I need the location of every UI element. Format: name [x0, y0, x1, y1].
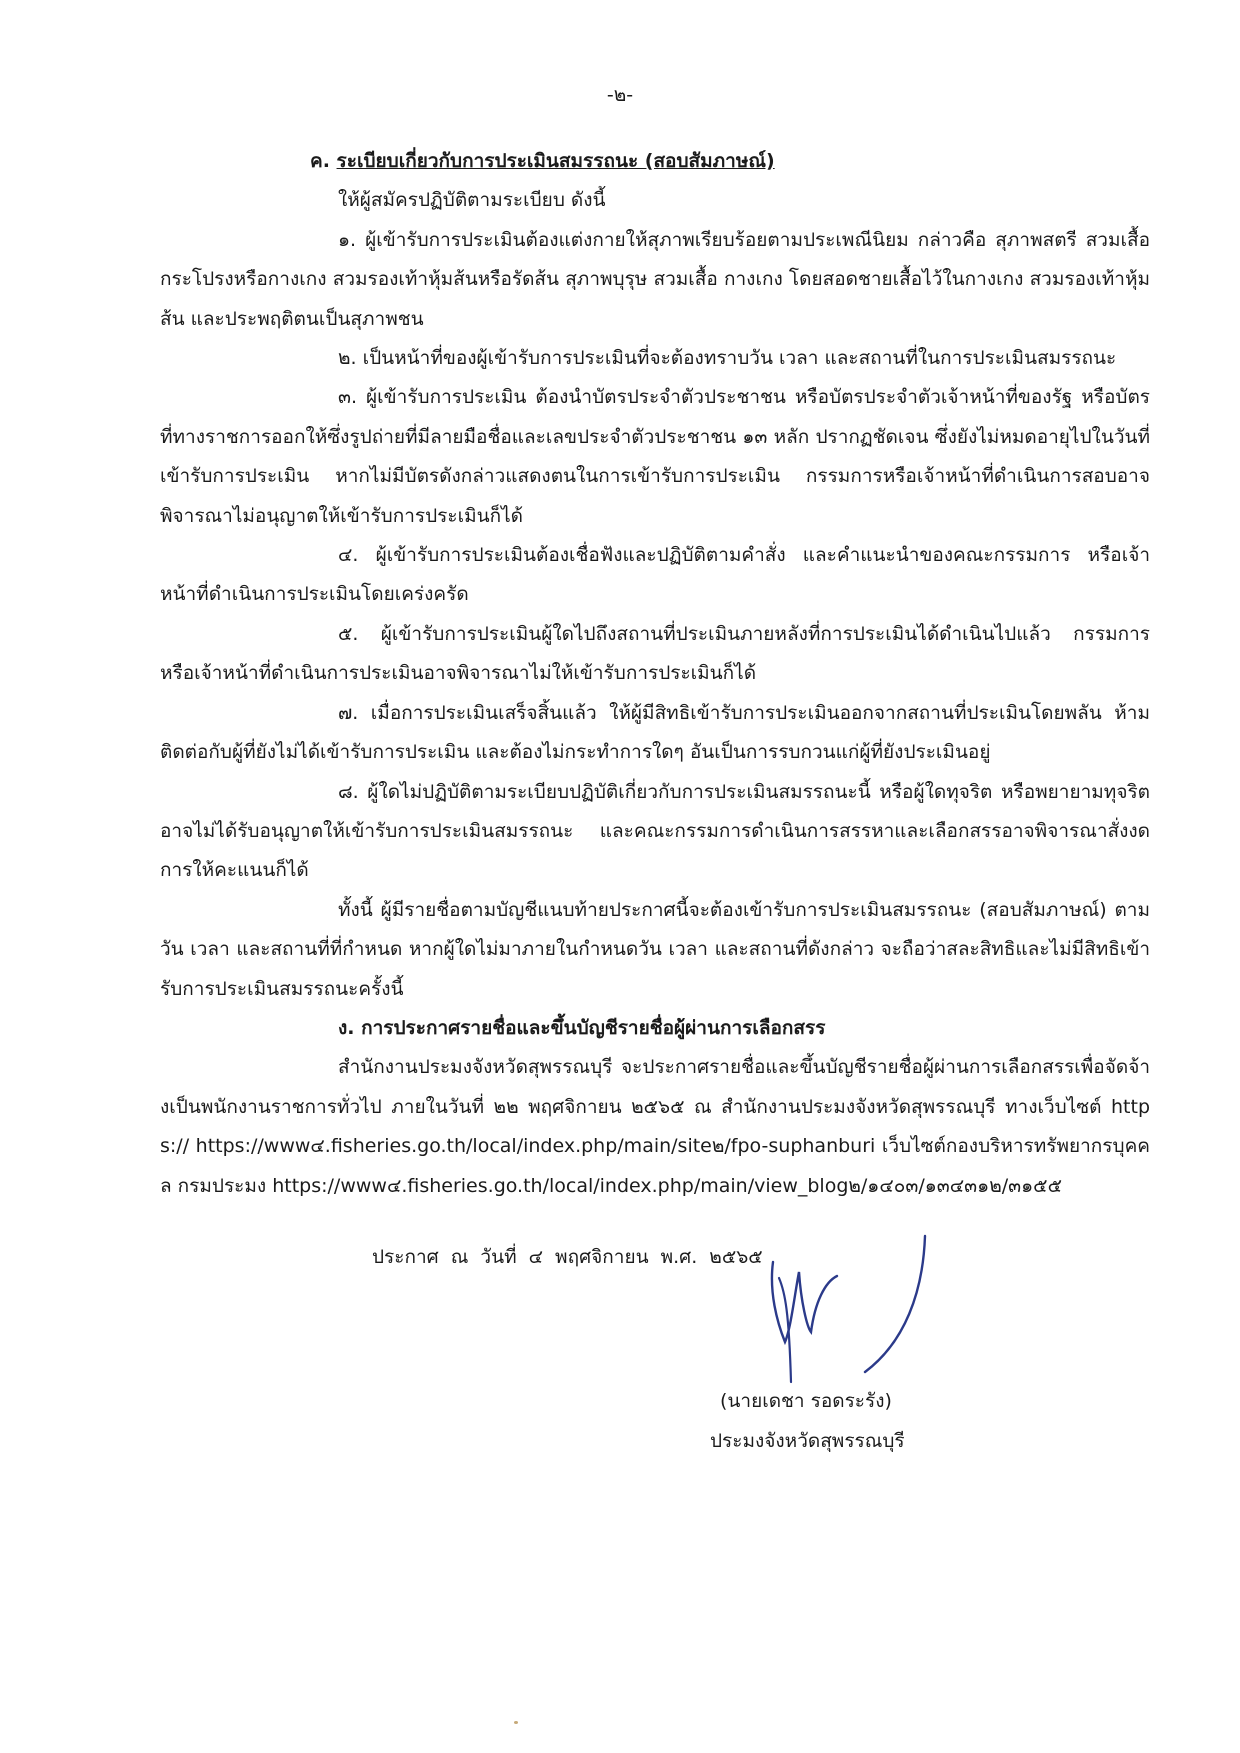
section-c-heading	[160, 142, 1150, 181]
signature-mark	[755, 1232, 935, 1392]
paper-speck	[514, 1721, 518, 1724]
rule-item-7: ๗. เมื่อการประเมินเสร็จสิ้นแล้ว ให้ผู้มีสิทธิเข้ารับการประเมินออกจากสถานที่ประเมินโดยพลัน ห้ามติดต่อกับผู้ที่ยังไม่ได้เข้ารับการประเมิน และต้องไม่กระทำการใดๆ อันเป็นการรบกวนแก่ผู้ที่ยังประเมินอยู่	[160, 701, 1150, 764]
rule-item-1: ๑. ผู้เข้ารับการประเมินต้องแต่งกายให้สุภาพเรียบร้อยตามประเพณีนิยม กล่าวคือ สุภาพสตรี สวมเสื้อ กระโปรงหรือกางเกง สวมรองเท้าหุ้มส้นหรือรัดส้น สุภาพบุรุษ สวมเสื้อ กางเกง โดยสอดชายเสื้อไว้ในกางเกง สวมรองเท้าหุ้มส้น และประพฤติตนเป็นสุภาพชน	[160, 228, 1150, 330]
rule-item-8: ๘. ผู้ใดไม่ปฏิบัติตามระเบียบปฏิบัติเกี่ยวกับการประเมินสมรรถนะนี้ หรือผู้ใดทุจริต หรือพยายามทุจริตอาจไม่ได้รับอนุญาตให้เข้ารับการประเมินสมรรถนะ และคณะกรรมการดำเนินการสรรหาและเลือกสรรอาจพิจารณาสั่งงดการให้คะแนนก็ได้	[160, 780, 1150, 882]
section-c-intro: ให้ผู้สมัครปฏิบัติตามระเบียบ ดังนี้	[338, 189, 606, 212]
section-d-heading: ง. การประกาศรายชื่อและขึ้นบัญชีรายชื่อผู้ผ่านการเลือกสรร	[338, 1016, 826, 1039]
rule-item-4: ๔. ผู้เข้ารับการประเมินต้องเชื่อฟังและปฏิบัติตามคำสั่ง และคำแนะนำของคณะกรรมการ หรือเจ้าหน้าที่ดำเนินการประเมินโดยเคร่งครัด	[160, 544, 1150, 606]
document-body	[160, 142, 1150, 1206]
section-c-prefix: ค.	[310, 150, 337, 172]
section-d-body: สำนักงานประมงจังหวัดสุพรรณบุรี จะประกาศรายชื่อและขึ้นบัญชีรายชื่อผู้ผ่านการเลือกสรรเพื่อจัดจ้างเป็นพนักงานราชการทั่วไป ภายในวันที่ ๒๒ พฤศจิกายน ๒๕๖๕ ณ สำนักงานประมงจังหวัดสุพรรณบุรี ทางเว็บไซต์ https:// https://www๔.fisheries.go.th/local/index.php/main/site๒/fpo-suphanburi เว็บไซต์กองบริหารทรัพยากรบุคคล กรมประมง https://www๔.fisheries.go.th/local/index.php/main/view_blog๒/๑๔๐๓/๑๓๔๓๑๒/๓๑๕๕	[160, 1056, 1150, 1197]
announcement-date: ประกาศ ณ วันที่ ๔ พฤศจิกายน พ.ศ. ๒๕๖๕	[372, 1246, 763, 1268]
section-c-title: ระเบียบเกี่ยวกับการประเมินสมรรถนะ (สอบสัมภาษณ์)	[336, 150, 775, 172]
page-number: -๒-	[606, 84, 634, 106]
rule-item-3: ๓. ผู้เข้ารับการประเมิน ต้องนำบัตรประจำตัวประชาชน หรือบัตรประจำตัวเจ้าหน้าที่ของรัฐ หรือบัตรที่ทางราชการออกให้ซึ่งรูปถ่ายที่มีลายมือชื่อและเลขประจำตัวประชาชน ๑๓ หลัก ปรากฏชัดเจน ซึ่งยังไม่หมดอายุไปในวันที่เข้ารับการประเมิน หากไม่มีบัตรดังกล่าวแสดงตนในการเข้ารับการประเมิน กรรมการหรือเจ้าหน้าที่ดำเนินการสอบอาจพิจารณาไม่อนุญาตให้เข้ารับการประเมินก็ได้	[160, 386, 1150, 527]
rule-item-5: ๕. ผู้เข้ารับการประเมินผู้ใดไปถึงสถานที่ประเมินภายหลังที่การประเมินได้ดำเนินไปแล้ว กรรมการหรือเจ้าหน้าที่ดำเนินการประเมินอาจพิจารณาไม่ให้เข้ารับการประเมินก็ได้	[160, 622, 1150, 685]
rule-item-2: ๒. เป็นหน้าที่ของผู้เข้ารับการประเมินที่จะต้องทราบวัน เวลา และสถานที่ในการประเมินสมรรถนะ	[338, 347, 1117, 370]
rule-closing: ทั้งนี้ ผู้มีรายชื่อตามบัญชีแนบท้ายประกาศนี้จะต้องเข้ารับการประเมินสมรรถนะ (สอบสัมภาษณ์) ตามวัน เวลา และสถานที่ที่กำหนด หากผู้ใดไม่มาภายในกำหนดวัน เวลา และสถานที่ดังกล่าว จะถือว่าสละสิทธิและไม่มีสิทธิเข้ารับการประเมินสมรรถนะครั้งนี้	[160, 898, 1150, 1000]
signer-title: ประมงจังหวัดสุพรรณบุรี	[710, 1430, 905, 1452]
signer-name: (นายเดชา รอดระรัง)	[720, 1390, 892, 1412]
